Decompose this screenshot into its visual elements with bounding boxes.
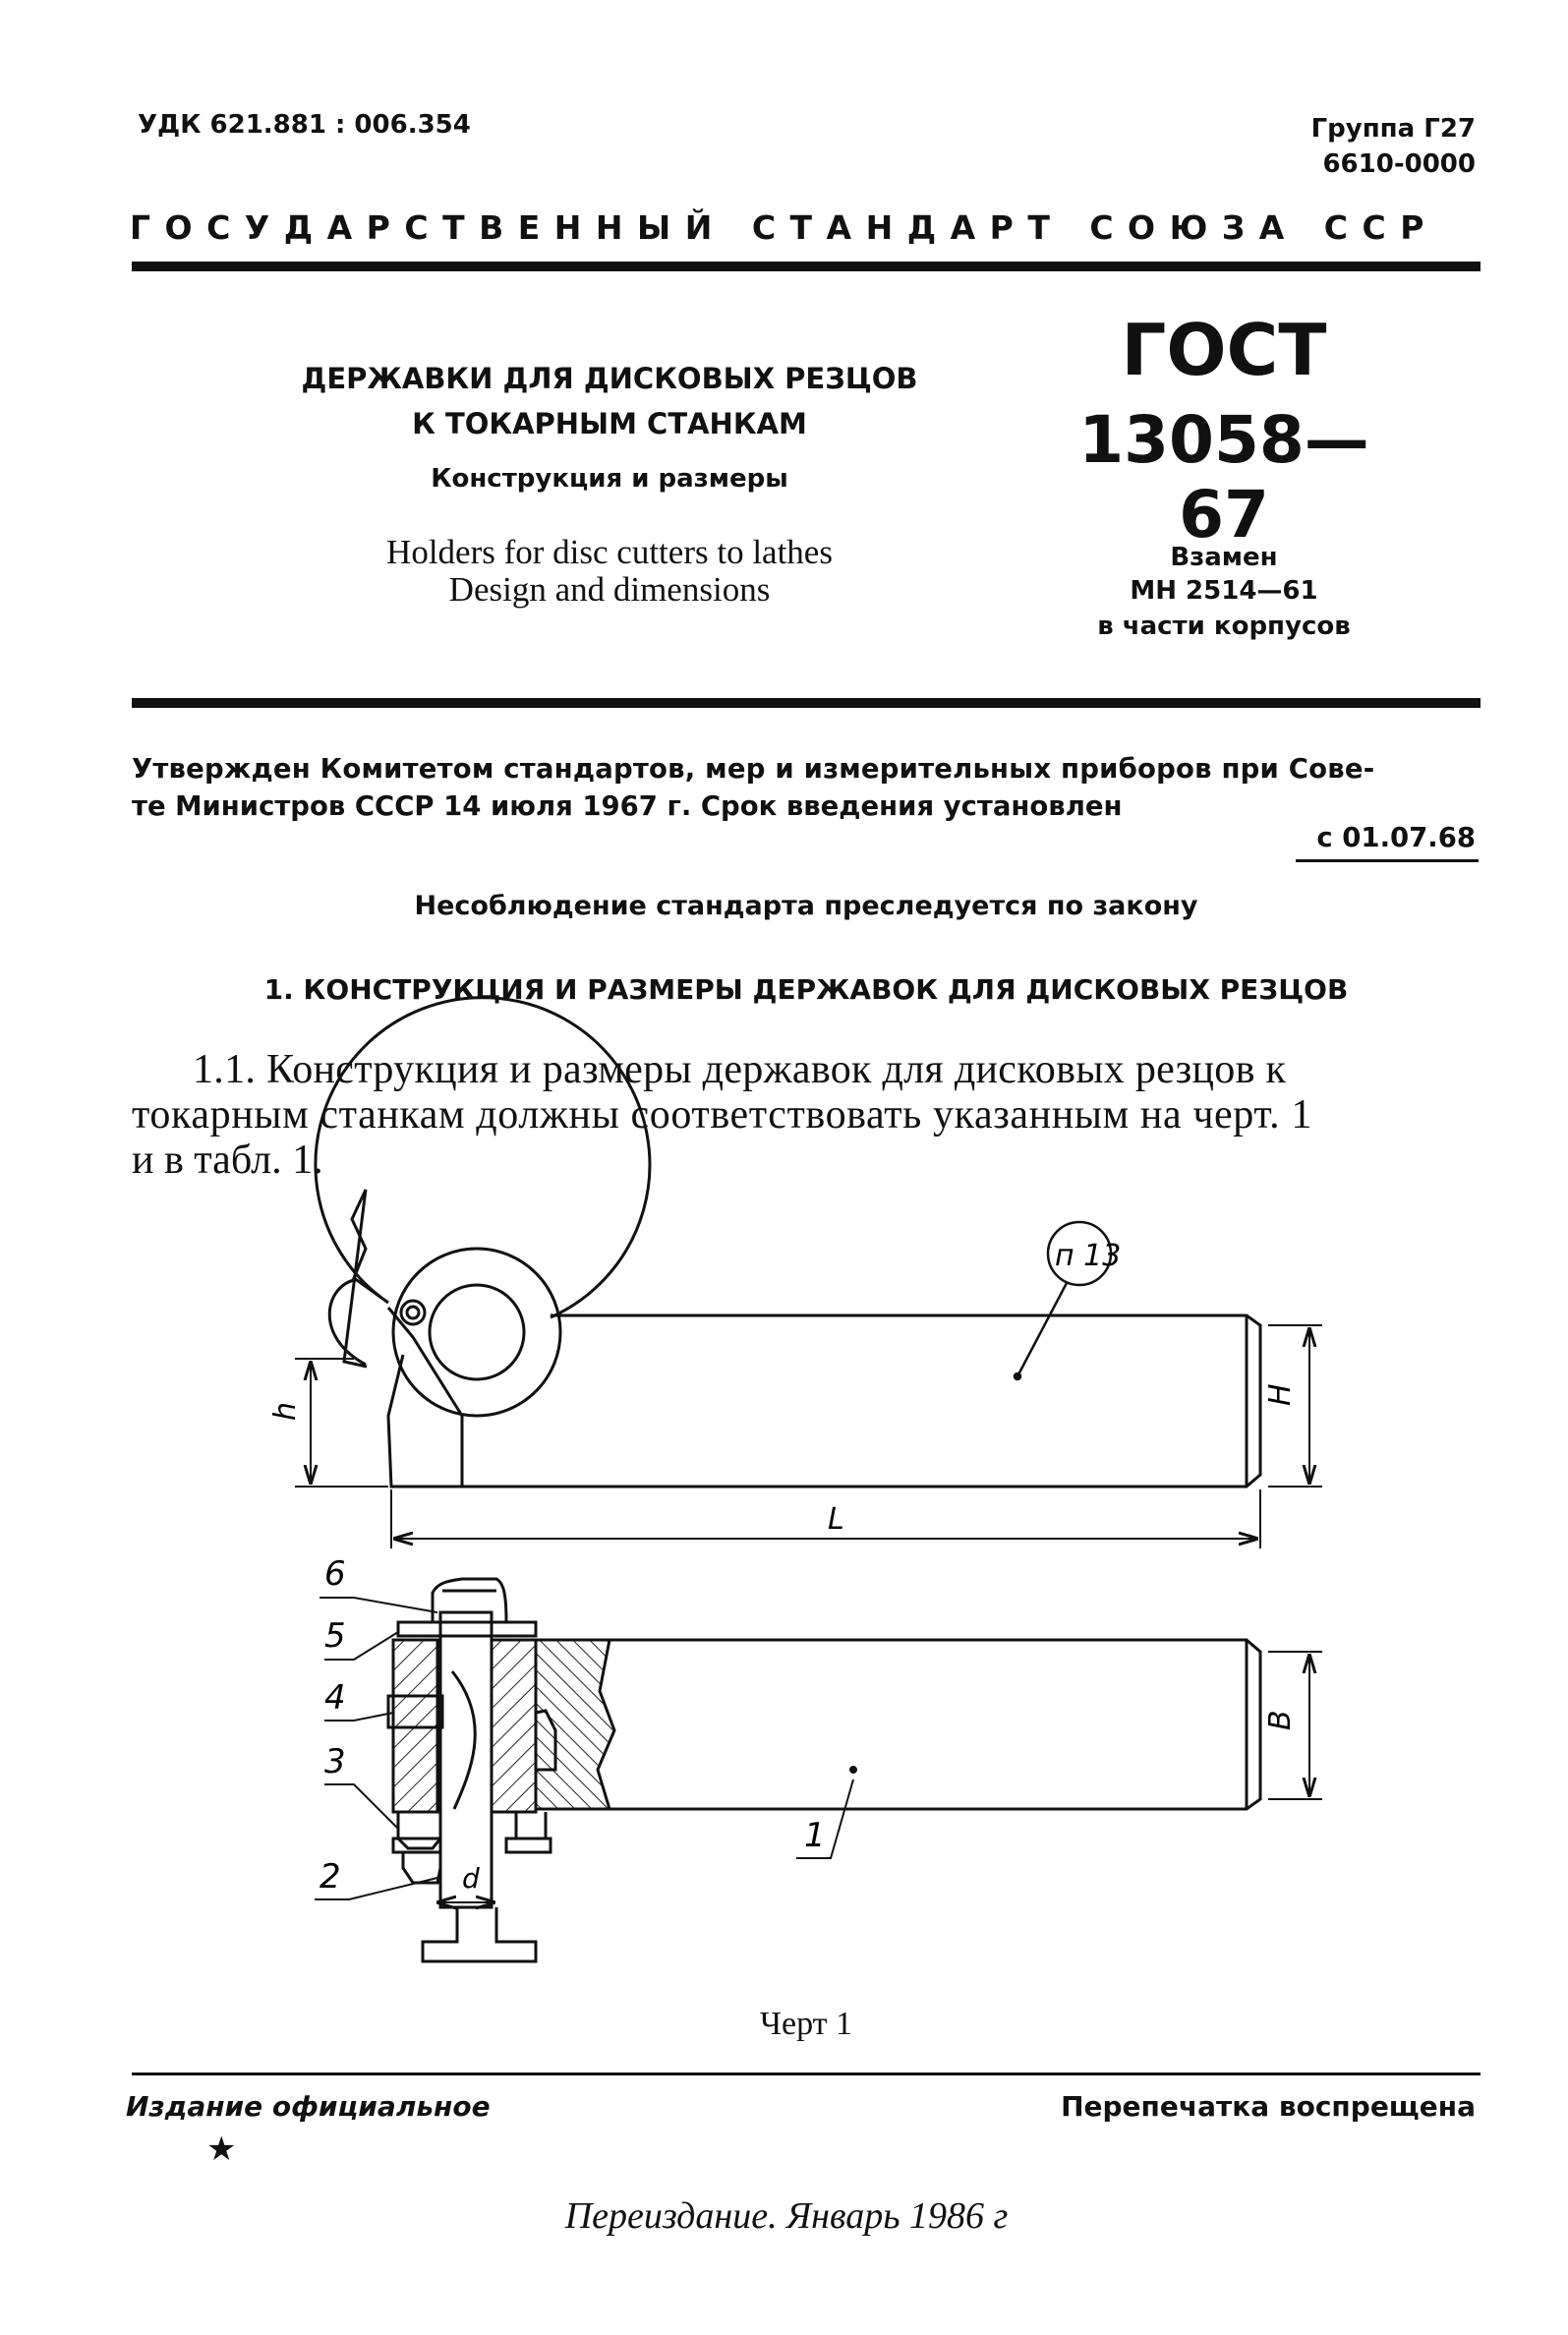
part-label-2: 2: [319, 1857, 341, 1897]
state-standard-heading: ГОСУДАРСТВЕННЫЙ СТАНДАРТ СОЮЗА ССР: [130, 208, 1438, 247]
dim-h: [295, 1359, 388, 1487]
title-subtitle: Конструкция и размеры: [431, 464, 788, 494]
dim-L: [391, 1489, 1260, 1548]
replaces-standard: МН 2514—61: [1130, 576, 1318, 606]
title-line-1: ДЕРЖАВКИ ДЛЯ ДИСКОВЫХ РЕЗЦОВ: [301, 362, 918, 395]
classification-code: 6610-0000: [1322, 149, 1476, 179]
part-label-4: 4: [324, 1678, 346, 1718]
nut: [433, 1579, 506, 1622]
section-heading: 1. КОНСТРУКЦИЯ И РАЗМЕРЫ ДЕРЖАВОК ДЛЯ ДИСКОВЫХ РЕЗЦОВ: [263, 973, 1349, 1006]
replaces-note: в части корпусов: [1097, 612, 1351, 641]
part-label-5: 5: [324, 1616, 346, 1656]
group-code: Группа Г27: [1310, 114, 1476, 144]
gost-number: 13058—67: [1078, 402, 1369, 553]
bolt-foot: [423, 1907, 536, 1961]
bolt-sleeve-right: [492, 1640, 536, 1812]
title-line-2: К ТОКАРНЫМ СТАНКАМ: [412, 407, 807, 440]
approval-line-2: те Министров СССР 14 июля 1967 г. Срок введения установлен: [132, 790, 1123, 822]
cutter-ring: [393, 1249, 560, 1416]
part-label-6: 6: [324, 1554, 346, 1594]
reprint-notice: Перепечатка воспрещена: [1061, 2090, 1476, 2123]
part-label-3: 3: [324, 1742, 346, 1781]
star-mark: ★: [206, 2130, 237, 2169]
section-view: [388, 1579, 1260, 1961]
reissue-note: Переиздание. Январь 1986 г: [564, 2195, 1009, 2237]
gost-label: ГОСТ: [1121, 309, 1327, 391]
holder-body: [388, 1315, 1260, 1487]
paragraph-line-1: 1.1. Конструкция и размеры державок для дисковых резцов к: [193, 1047, 1287, 1092]
disc-cutter-outline: [316, 998, 650, 1367]
paragraph-line-3: и в табл. 1.: [132, 1138, 323, 1183]
replaces-label: Взамен: [1170, 543, 1278, 572]
dim-d-label: d: [462, 1862, 480, 1895]
washer: [398, 1622, 536, 1636]
title-english-2: Design and dimensions: [448, 570, 771, 609]
dim-B-label: B: [1263, 1710, 1298, 1730]
approval-line-1: Утвержден Комитетом стандартов, мер и измерительных приборов при Сове-: [132, 753, 1375, 785]
approval-date: с 01.07.68: [1316, 822, 1476, 853]
figure-caption: Черт 1: [759, 2006, 853, 2042]
cutter-bore: [430, 1285, 524, 1379]
roughness-value: п 13: [1055, 1239, 1122, 1273]
dim-h-label: h: [268, 1401, 303, 1421]
edition-label: Издание официальное: [126, 2090, 491, 2123]
screw-3: [398, 1812, 440, 1848]
dim-H-label: H: [1263, 1383, 1298, 1406]
title-english-1: Holders for disc cutters to lathes: [386, 533, 833, 571]
part-label-1: 1: [804, 1816, 826, 1855]
footer-rule: [132, 2072, 1481, 2075]
dim-L-label: L: [828, 1502, 844, 1537]
paragraph-line-2: токарным станкам должны соответствовать указанным на черт. 1: [132, 1092, 1312, 1138]
legal-warning: Несоблюдение стандарта преследуется по закону: [414, 891, 1198, 921]
udk-code: УДК 621.881 : 006.354: [138, 110, 471, 140]
